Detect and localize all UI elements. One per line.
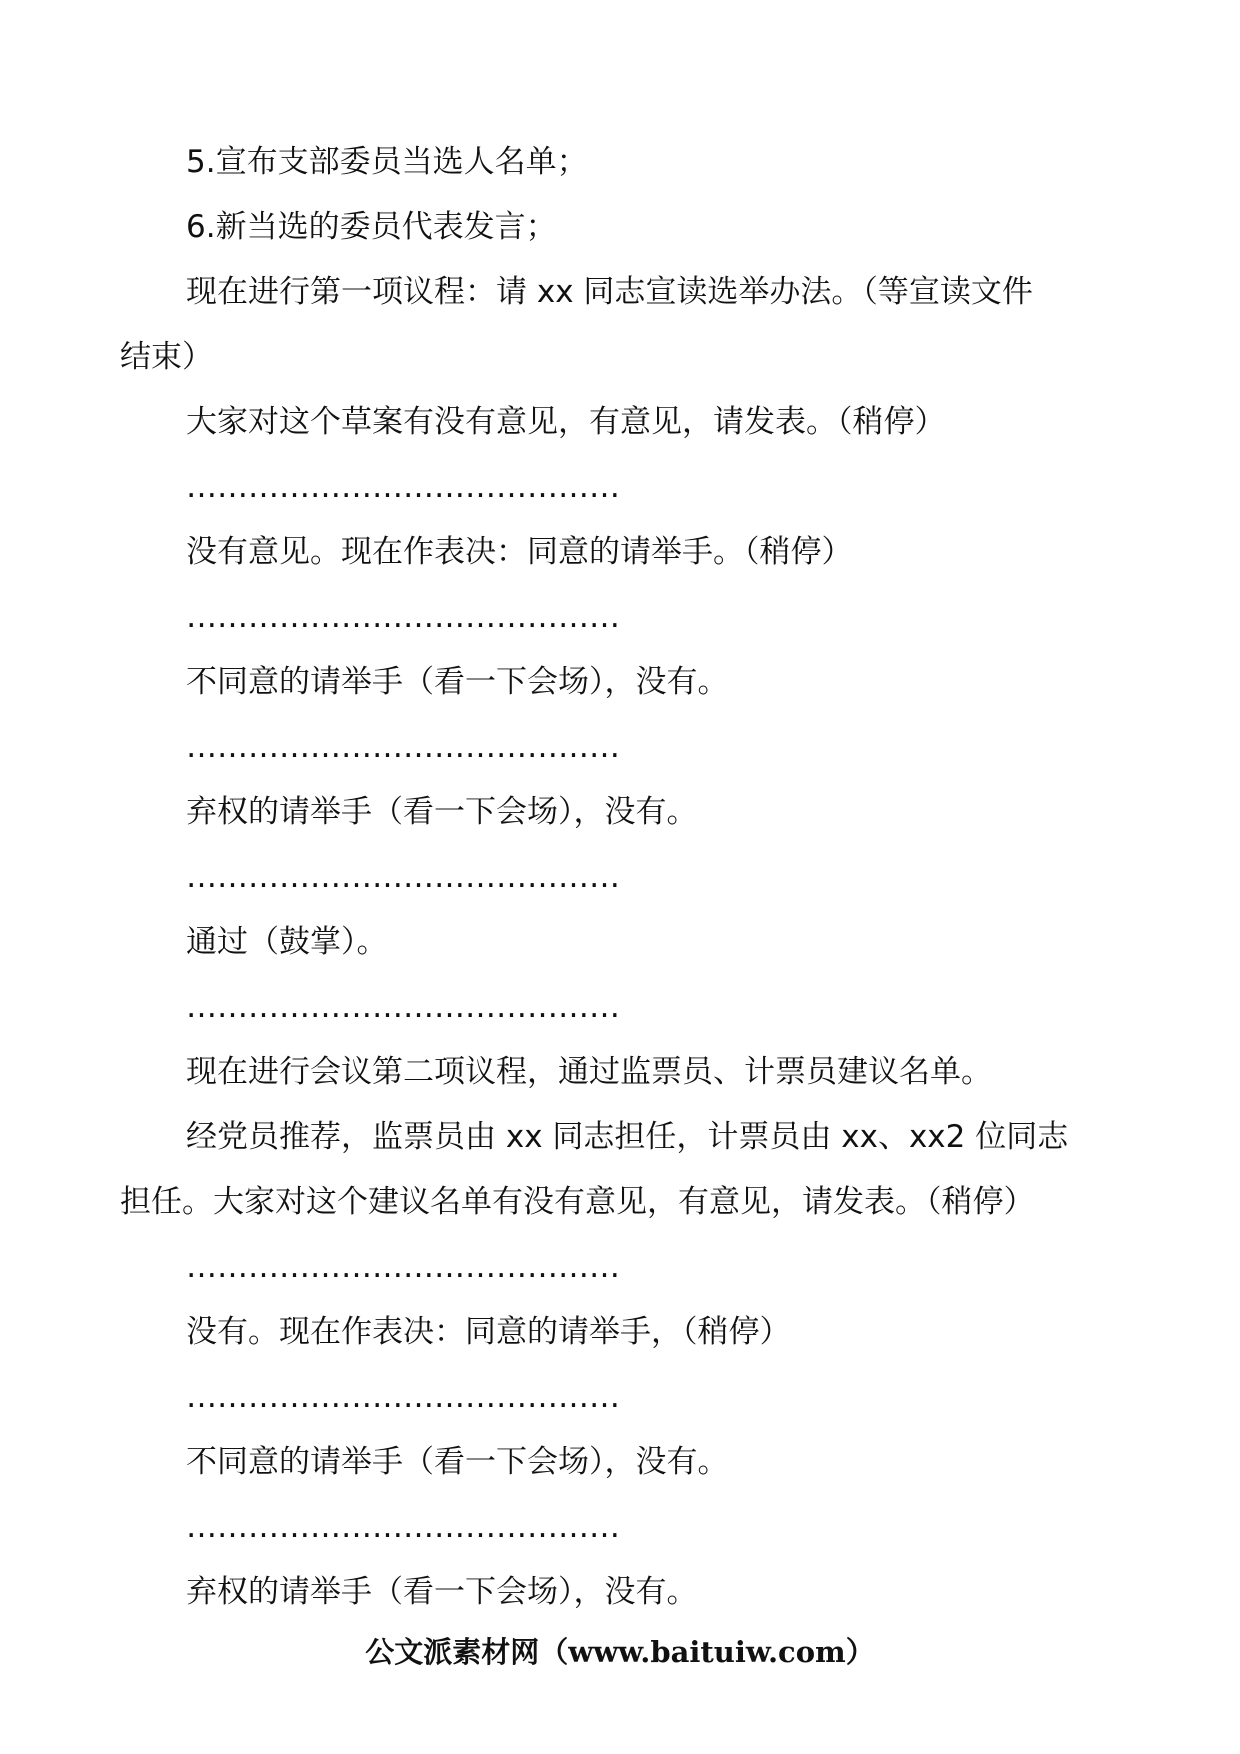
ellipsis-line: …………………………………… xyxy=(186,989,620,1025)
ellipsis-line: …………………………………… xyxy=(186,1509,620,1545)
ellipsis-line: …………………………………… xyxy=(186,1249,620,1285)
ellipsis-line: …………………………………… xyxy=(186,859,620,895)
paragraph-line: 5.宣布支部委员当选人名单； xyxy=(186,144,588,180)
paragraph-line: 没有意见。现在作表决：同意的请举手。（稍停） xyxy=(186,534,853,570)
paragraph-line: 经党员推荐，监票员由 xx 同志担任，计票员由 xx、xx2 位同志 xyxy=(186,1119,1069,1155)
ellipsis-line: …………………………………… xyxy=(186,1379,620,1415)
paragraph-line: 不同意的请举手（看一下会场），没有。 xyxy=(186,664,729,700)
paragraph-line: 弃权的请举手（看一下会场），没有。 xyxy=(186,794,698,830)
paragraph-line: 现在进行第一项议程：请 xx 同志宣读选举办法。（等宣读文件 xyxy=(186,274,1033,310)
ellipsis-line: …………………………………… xyxy=(186,729,620,765)
ellipsis-line: …………………………………… xyxy=(186,469,620,505)
paragraph-line: 现在进行会议第二项议程，通过监票员、计票员建议名单。 xyxy=(186,1054,992,1090)
paragraph-line: 结束） xyxy=(120,339,213,375)
paragraph-line: 担任。大家对这个建议名单有没有意见，有意见，请发表。（稍停） xyxy=(120,1184,1035,1220)
footer-watermark: 公文派素材网（www.baituiw.com） xyxy=(365,1635,875,1669)
paragraph-line: 弃权的请举手（看一下会场），没有。 xyxy=(186,1574,698,1610)
paragraph-line: 大家对这个草案有没有意见，有意见，请发表。（稍停） xyxy=(186,404,946,440)
paragraph-line: 通过（鼓掌）。 xyxy=(186,924,388,960)
paragraph-line: 6.新当选的委员代表发言； xyxy=(186,209,557,245)
paragraph-line: 不同意的请举手（看一下会场），没有。 xyxy=(186,1444,729,1480)
document-body xyxy=(120,130,1130,1625)
ellipsis-line: …………………………………… xyxy=(186,599,620,635)
paragraph-line: 没有。现在作表决：同意的请举手，（稍停） xyxy=(186,1314,791,1350)
